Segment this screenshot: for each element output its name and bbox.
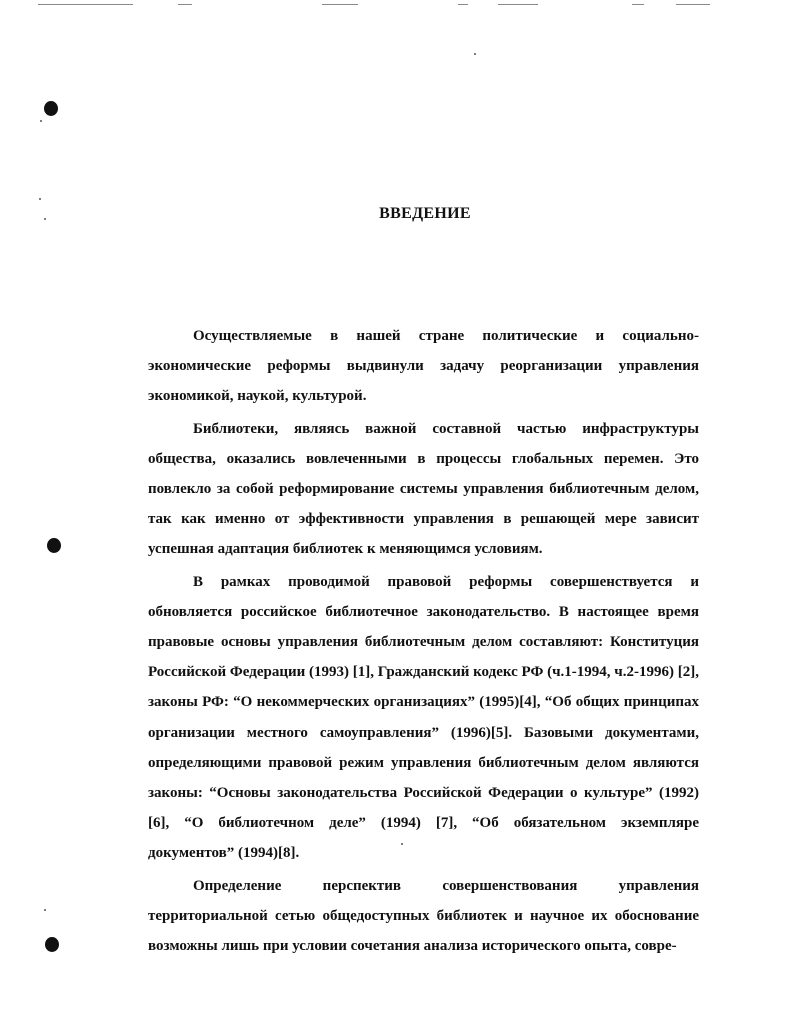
scan-speck (44, 909, 46, 911)
scan-speck (39, 198, 41, 200)
binder-hole (45, 937, 59, 952)
section-title: ВВЕДЕНИЕ (379, 205, 471, 222)
paragraph: Определение перспектив совершенствования управления территориальной сетью общедоступных библиотек и научное их обоснование возможны лишь при условии сочетания анализа исторического опыта, совре- (148, 877, 699, 955)
paragraph: В рамках проводимой правовой реформы совершенствуется и обновляется российское библиотечное законодательство. В настоящее время правовые основы управления библиотечным делом составляют: Конституция Российской Федерации (1993) [1], Гражданский кодекс РФ (ч.1-1994, ч.2-1996) [2], законы РФ: “О некоммерческих организациях” (1995)[4], “Об общих принципах организации местного самоуправления” (1996)[5]. Базовыми документами, определяющими правовой режим управления библиотечным делом являются законы: “Основы законодательства Российской Федерации о культуре” (1992) [6], “О библиотечном деле” (1994) [7], “Об обязательном экземпляре документов” (1994)[8]. (148, 573, 699, 862)
paragraph: Осуществляемые в нашей стране политические и социально-экономические реформы выдвинули задачу реорганизации управления экономикой, наукой, культурой. (148, 328, 699, 405)
scan-line (676, 4, 710, 5)
binder-hole (47, 538, 61, 553)
scan-line (322, 4, 358, 5)
scan-line (38, 4, 133, 5)
scan-line (178, 4, 192, 5)
scan-line (632, 4, 644, 5)
scan-speck (40, 120, 42, 122)
scan-line (498, 4, 538, 5)
paragraph: Библиотеки, являясь важной составной частью инфраструктуры общества, оказались вовлеченными в процессы глобальных перемен. Это повлекло за собой реформирование системы управления библиотечным делом, так как именно от эффективности управления в решающей мере зависит успешная адаптация библиотек к меняющимся условиям. (148, 420, 699, 558)
scan-edge-artifacts (0, 0, 792, 10)
body-text (148, 321, 699, 961)
binder-hole (44, 101, 58, 116)
scan-line (458, 4, 468, 5)
scan-speck (474, 53, 476, 55)
